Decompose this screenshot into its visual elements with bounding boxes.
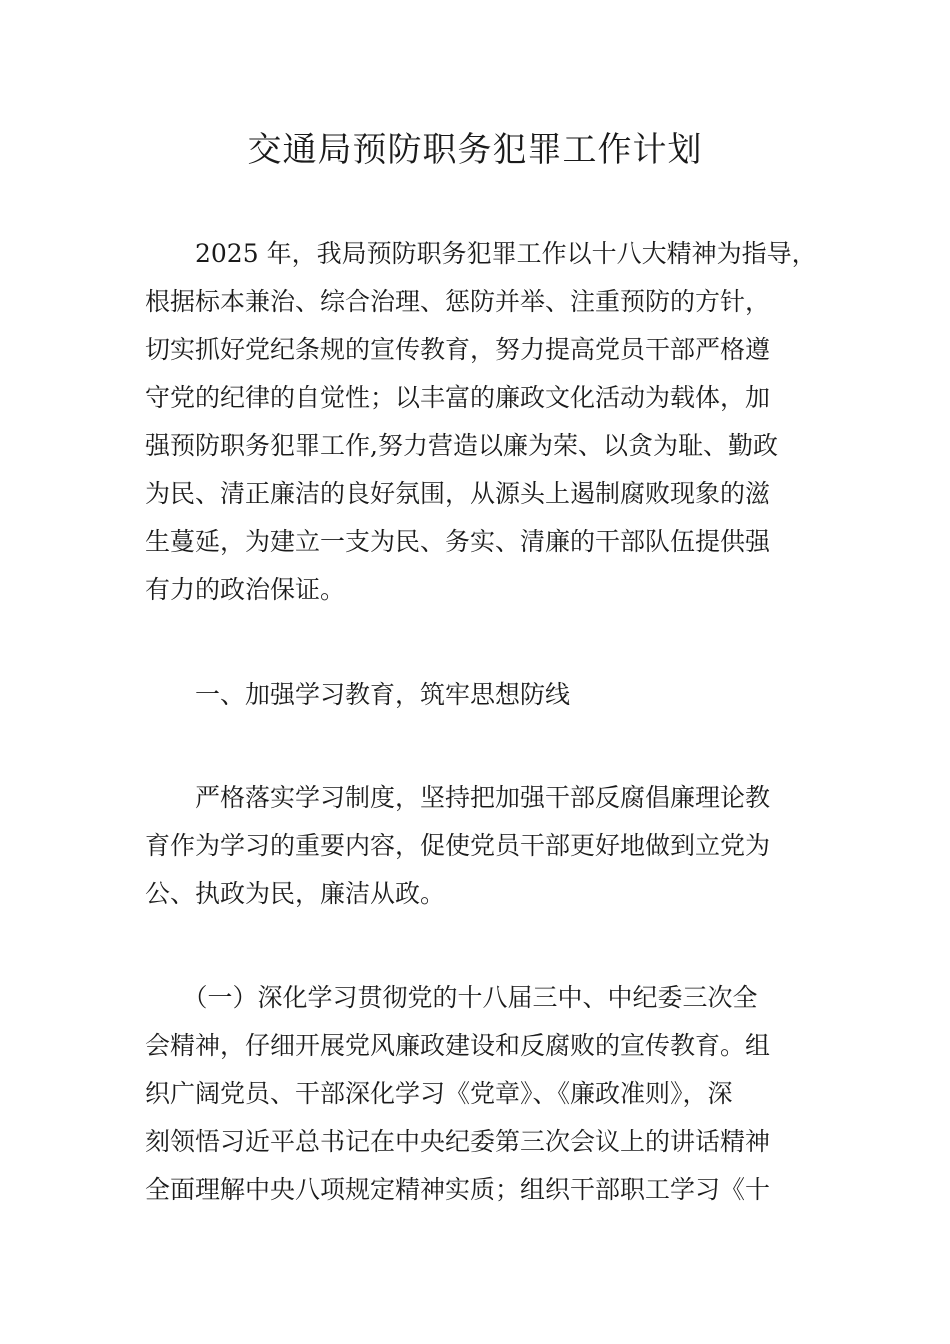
paragraph-2-line-2: 育作为学习的重要内容，促使党员干部更好地做到立党为 bbox=[145, 831, 771, 860]
paragraph-2-line-1: 严格落实学习制度，坚持把加强干部反腐倡廉理论教 bbox=[145, 783, 771, 812]
document-title: 交通局预防职务犯罪工作计划 bbox=[247, 130, 703, 170]
paragraph-1-line-3: 切实抓好党纪条规的宣传教育，努力提高党员干部严格遵 bbox=[145, 335, 771, 364]
paragraph-1-line-2: 根据标本兼治、综合治理、惩防并举、注重预防的方针， bbox=[145, 287, 771, 316]
paragraph-3-line-4: 刻领悟习近平总书记在中央纪委第三次会议上的讲话精神 bbox=[145, 1127, 771, 1156]
paragraph-1-line-1: 2025 年，我局预防职务犯罪工作以十八大精神为指导， bbox=[145, 239, 817, 268]
paragraph-3-line-3: 织广阔党员、干部深化学习《党章》、《廉政准则》，深 bbox=[145, 1079, 733, 1108]
paragraph-1-line-7: 生蔓延，为建立一支为民、务实、清廉的干部队伍提供强 bbox=[145, 527, 771, 556]
paragraph-1-line-4: 守党的纪律的自觉性；以丰富的廉政文化活动为载体，加 bbox=[145, 383, 771, 412]
paragraph-1-line-5: 强预防职务犯罪工作,努力营造以廉为荣、以贪为耻、勤政 bbox=[145, 431, 778, 460]
paragraph-1-line-6: 为民、清正廉洁的良好氛围，从源头上遏制腐败现象的滋 bbox=[145, 479, 771, 508]
paragraph-1-line-8: 有力的政治保证。 bbox=[145, 575, 346, 604]
paragraph-3-line-5: 全面理解中央八项规定精神实质；组织干部职工学习《十 bbox=[145, 1175, 771, 1204]
section-heading-1: 一、加强学习教育，筑牢思想防线 bbox=[145, 680, 571, 709]
paragraph-2-line-3: 公、执政为民，廉洁从政。 bbox=[145, 879, 446, 908]
paragraph-3-line-1: （一）深化学习贯彻党的十八届三中、中纪委三次全 bbox=[145, 983, 758, 1012]
paragraph-3-line-2: 会精神，仔细开展党风廉政建设和反腐败的宣传教育。组 bbox=[145, 1031, 771, 1060]
